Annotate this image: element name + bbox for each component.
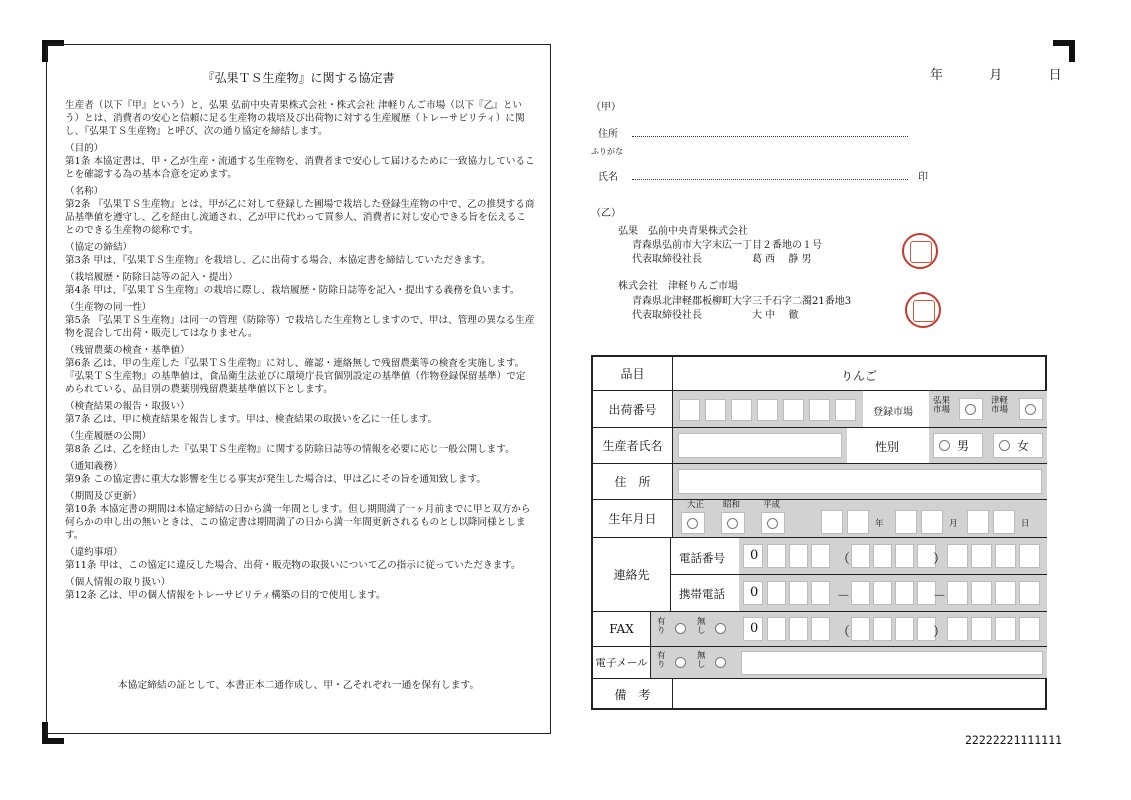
agreement-intro: 生産者（以下『甲』という）と、弘果 弘前中央青果株式会社・株式会社 津軽りんご市場（以下『乙』という）とは、消費者の安心と信頼に足る生産物の栽培及び出荷物に対する生産履歴（トレーサビリティ）に関し、『弘果ＴＳ生産物』と呼び、次の通り協定を締結します。: [65, 100, 525, 137]
fax-digit-box[interactable]: [789, 617, 808, 641]
agreement-body: [65, 99, 535, 602]
phone-digit-box[interactable]: [767, 544, 786, 568]
shipment-digit-box[interactable]: [757, 399, 778, 421]
article-heading: （協定の締結）: [65, 242, 133, 253]
article-text: 第5条 『弘果ＴＳ生産物』は同一の管理（防除等）で栽培した生産物としますので、甲は、管理の異なる生産物を混合して出荷・販売してはなりません。: [65, 315, 535, 339]
mobile-digit-box[interactable]: [971, 581, 992, 605]
fax-yes-label: 有 り: [657, 617, 666, 636]
shipment-digit-box[interactable]: [679, 399, 700, 421]
phone-zero: 0: [750, 548, 759, 563]
phone-paren-close: ）: [933, 552, 947, 567]
party-b-label: （乙）: [591, 208, 621, 219]
party-a-name-label: 氏名: [598, 172, 618, 183]
phone-digit-box[interactable]: [789, 544, 808, 568]
mobile-digit-box[interactable]: [851, 581, 870, 605]
article-text: 第2条 『弘果ＴＳ生産物』とは、甲が乙に対して登録した圃場で栽培した登録生産物の中で、乙の推奨する商品基準値を遵守し、乙を経由し流通され、乙が甲に代わって買参人、消費者に対し安心できる旨を伝えることのできる生産物の総称です。: [65, 199, 535, 236]
row-birthdate: [593, 500, 1045, 538]
phone-digit-box[interactable]: [873, 544, 892, 568]
email-no-radio[interactable]: [715, 657, 726, 668]
article-text: 第11条 甲は、この協定に違反した場合、出荷・販売物の取扱いについて乙の指示に従っていただきます。: [65, 560, 521, 571]
era-showa-radio[interactable]: [727, 518, 738, 529]
fax-digit-box[interactable]: [767, 617, 786, 641]
item-label: 品目: [593, 357, 673, 390]
gender-female-radio[interactable]: [999, 440, 1010, 451]
agreement-closing: 本協定締結の証として、本書正本二通作成し、甲・乙それぞれ一通を保有します。: [117, 680, 480, 691]
market-hirokka-label: 弘果 市場: [933, 396, 951, 415]
company1-name: 弘果 弘前中央青果株式会社: [618, 226, 748, 237]
fax-label: FAX: [593, 612, 651, 646]
shipment-digit-box[interactable]: [731, 399, 752, 421]
fax-digit-box[interactable]: [947, 617, 968, 641]
furigana-label: ふりがな: [591, 147, 623, 156]
row-producer: [593, 428, 1045, 464]
article-heading: （生産履歴の公開）: [65, 431, 152, 442]
party-a-address-label: 住所: [598, 129, 618, 140]
producer-name-input[interactable]: [678, 433, 842, 458]
shipment-digit-box[interactable]: [809, 399, 830, 421]
era-heisei-radio[interactable]: [767, 518, 778, 529]
mobile-label: 携帯電話: [679, 587, 725, 601]
company2-address: 青森県北津軽郡板柳町大字三千石字二濁21番地3: [632, 296, 852, 307]
shipment-digit-box[interactable]: [835, 399, 856, 421]
date-line: [930, 64, 1062, 83]
month-suffix: 月: [949, 519, 958, 529]
fax-paren-open: （: [837, 625, 851, 640]
agreement-title: 『弘果ＴＳ生産物』に関する協定書: [202, 71, 395, 85]
mobile-digit-box[interactable]: [995, 581, 1016, 605]
mobile-dash: －: [933, 589, 947, 604]
mobile-digit-box[interactable]: [947, 581, 968, 605]
seal-mark-label: 印: [918, 172, 928, 183]
article-text: 第6条 乙は、甲の生産した『弘果ＴＳ生産物』に対し、確認・連絡無しで残留農薬等の検査を実施します。『弘果ＴＳ生産物』の基準値は、食品衛生法並びに環境庁長官個別設定の基準値（作物登録保留基準）で定められている、品目別の農薬別残留農薬基準値以下とします。: [65, 358, 526, 395]
party-a-name-line[interactable]: [632, 179, 908, 180]
fax-no-label: 無 し: [697, 617, 706, 636]
registration-form: [591, 355, 1047, 710]
party-a-address-line[interactable]: [632, 136, 908, 137]
mobile-digit-box[interactable]: [789, 581, 808, 605]
fax-yes-radio[interactable]: [675, 623, 686, 634]
fax-digit-box[interactable]: [1019, 617, 1040, 641]
company1-representative: 代表取締役社長 葛 西 静 男: [632, 254, 812, 265]
phone-digit-box[interactable]: [947, 544, 968, 568]
phone-digit-box[interactable]: [851, 544, 870, 568]
email-yes-label: 有 り: [657, 651, 666, 670]
article-text: 第12条 乙は、甲の個人情報をトレーサビリティ構築の目的で使用します。: [65, 590, 386, 601]
row-notes: [593, 679, 1045, 710]
mobile-digit-box[interactable]: [811, 581, 830, 605]
fax-digit-box[interactable]: [971, 617, 992, 641]
article-heading: （目的）: [65, 143, 104, 154]
row-item: [593, 357, 1045, 391]
article-heading: （通知義務）: [65, 461, 123, 472]
fax-digit-box[interactable]: [895, 617, 914, 641]
email-label: 電子メール: [593, 647, 651, 678]
year-label: 年: [930, 68, 944, 83]
phone-digit-box[interactable]: [811, 544, 830, 568]
fax-digit-box[interactable]: [873, 617, 892, 641]
era-heisei-label: 平成: [763, 500, 781, 510]
year-suffix: 年: [875, 519, 884, 529]
corner-mark-top-right: [1053, 40, 1075, 62]
birthdate-label: 生年月日: [593, 500, 673, 537]
article-list: [65, 142, 535, 602]
agreement-page: [46, 44, 551, 734]
gender-label: 性別: [875, 440, 900, 454]
article-heading: （検査結果の報告・取扱い）: [65, 401, 190, 412]
gender-female-label: 女: [1017, 439, 1030, 453]
era-taisho-label: 大正: [687, 500, 705, 510]
birth-month-box[interactable]: [921, 510, 943, 534]
gender-male-radio[interactable]: [939, 440, 950, 451]
shipment-digit-box[interactable]: [783, 399, 804, 421]
row-shipment: [593, 391, 1045, 428]
birth-day-box[interactable]: [967, 510, 989, 534]
company2-seal-icon: [905, 292, 941, 328]
email-yes-radio[interactable]: [675, 657, 686, 668]
article-text: 第7条 乙は、甲に検査結果を報告します。甲は、検査結果の取扱いを乙に一任します。: [65, 414, 438, 425]
mobile-digit-box[interactable]: [767, 581, 786, 605]
mobile-digit-box[interactable]: [1019, 581, 1040, 605]
market-tsugaru-label: 津軽 市場: [991, 396, 1009, 415]
article-text: 第9条 この協定書に重大な影響を生じる事実が発生した場合は、甲は乙にその旨を通知致します。: [65, 474, 486, 485]
article-heading: （名称）: [65, 186, 104, 197]
phone-digit-box[interactable]: [1019, 544, 1040, 568]
producer-name-label: 生産者氏名: [593, 428, 673, 463]
company1-address: 青森県弘前市大字末広一丁目２番地の１号: [632, 240, 822, 251]
fax-zero: 0: [750, 621, 759, 636]
market-label: 登録市場: [873, 407, 913, 418]
market-tsugaru-radio[interactable]: [1025, 404, 1036, 415]
notes-label: 備 考: [593, 679, 673, 710]
company2-representative: 代表取締役社長 大 中 徹: [632, 310, 799, 321]
phone-paren-open: （: [837, 552, 851, 567]
company2-name: 株式会社 津軽りんご市場: [618, 281, 738, 292]
article-heading: （残留農薬の検査・基準値）: [65, 345, 190, 356]
article-heading: （栽培履歴・防除日誌等の記入・提出）: [65, 272, 238, 283]
phone-digit-box[interactable]: [895, 544, 914, 568]
item-value: りんご: [841, 369, 878, 383]
article-text: 第10条 本協定書の期間は本協定締結の日から満一年間とします。但し期間満了一ヶ月前までに甲と双方から何らかの申し出の無いときは、この協定書は期間満了の日から満一年間更新されるものとし以降同様とします。: [65, 504, 531, 541]
phone-label: 電話番号: [679, 551, 725, 565]
party-a-label: （甲）: [591, 102, 621, 113]
mobile-dash: －: [837, 589, 851, 604]
address-input[interactable]: [678, 469, 1042, 494]
fax-digit-box[interactable]: [851, 617, 870, 641]
article-text: 第4条 甲は、『弘果ＴＳ生産物』の栽培に際し、栽培履歴・防除日誌等を記入・提出する義務を負います。: [65, 285, 520, 296]
birth-day-box[interactable]: [993, 510, 1015, 534]
phone-digit-box[interactable]: [995, 544, 1016, 568]
article-text: 第3条 甲は、『弘果ＴＳ生産物』を栽培し、乙に出荷する場合、本協定書を締結していただきます。: [65, 255, 491, 266]
article-heading: （生産物の同一性）: [65, 302, 152, 313]
fax-digit-box[interactable]: [811, 617, 830, 641]
email-no-label: 無 し: [697, 651, 706, 670]
gender-male-label: 男: [957, 439, 970, 453]
birth-year-box[interactable]: [821, 510, 843, 534]
row-address: [593, 464, 1045, 500]
day-label: 日: [1048, 68, 1062, 83]
article-text: 第8条 乙は、乙を経由した『弘果ＴＳ生産物』に関する防除日誌等の情報を必要に応じ一般公開します。: [65, 444, 515, 455]
email-input[interactable]: [741, 651, 1043, 675]
row-contact: [593, 538, 1045, 612]
mobile-digit-box[interactable]: [873, 581, 892, 605]
shipment-digit-box[interactable]: [705, 399, 726, 421]
fax-no-radio[interactable]: [715, 623, 726, 634]
mobile-zero: 0: [750, 585, 759, 600]
address-label: 住 所: [593, 464, 673, 499]
notes-input[interactable]: [673, 679, 1047, 710]
day-suffix: 日: [1021, 519, 1030, 529]
era-taisho-radio[interactable]: [687, 518, 698, 529]
article-heading: （個人情報の取り扱い）: [65, 577, 171, 588]
article-heading: （期間及び更新）: [65, 491, 142, 502]
serial-number: 22222221111111: [965, 733, 1062, 747]
birth-year-box[interactable]: [847, 510, 869, 534]
era-showa-label: 昭和: [723, 500, 741, 510]
row-fax: [593, 612, 1045, 647]
row-email: [593, 647, 1045, 679]
shipment-number-label: 出荷番号: [593, 391, 673, 427]
market-hirokka-radio[interactable]: [965, 404, 976, 415]
contact-label: 連絡先: [593, 538, 671, 611]
article-text: 第1条 本協定書は、甲・乙が生産・流通する生産物を、消費者まで安心して届けるために一致協力していることを確認する為の基本合意を定めます。: [65, 156, 535, 180]
fax-paren-close: ）: [933, 625, 947, 640]
mobile-digit-box[interactable]: [895, 581, 914, 605]
company1-seal-icon: [902, 233, 938, 269]
month-label: 月: [989, 68, 1003, 83]
article-heading: （違約事項）: [65, 547, 123, 558]
birth-month-box[interactable]: [895, 510, 917, 534]
fax-digit-box[interactable]: [995, 617, 1016, 641]
phone-digit-box[interactable]: [971, 544, 992, 568]
